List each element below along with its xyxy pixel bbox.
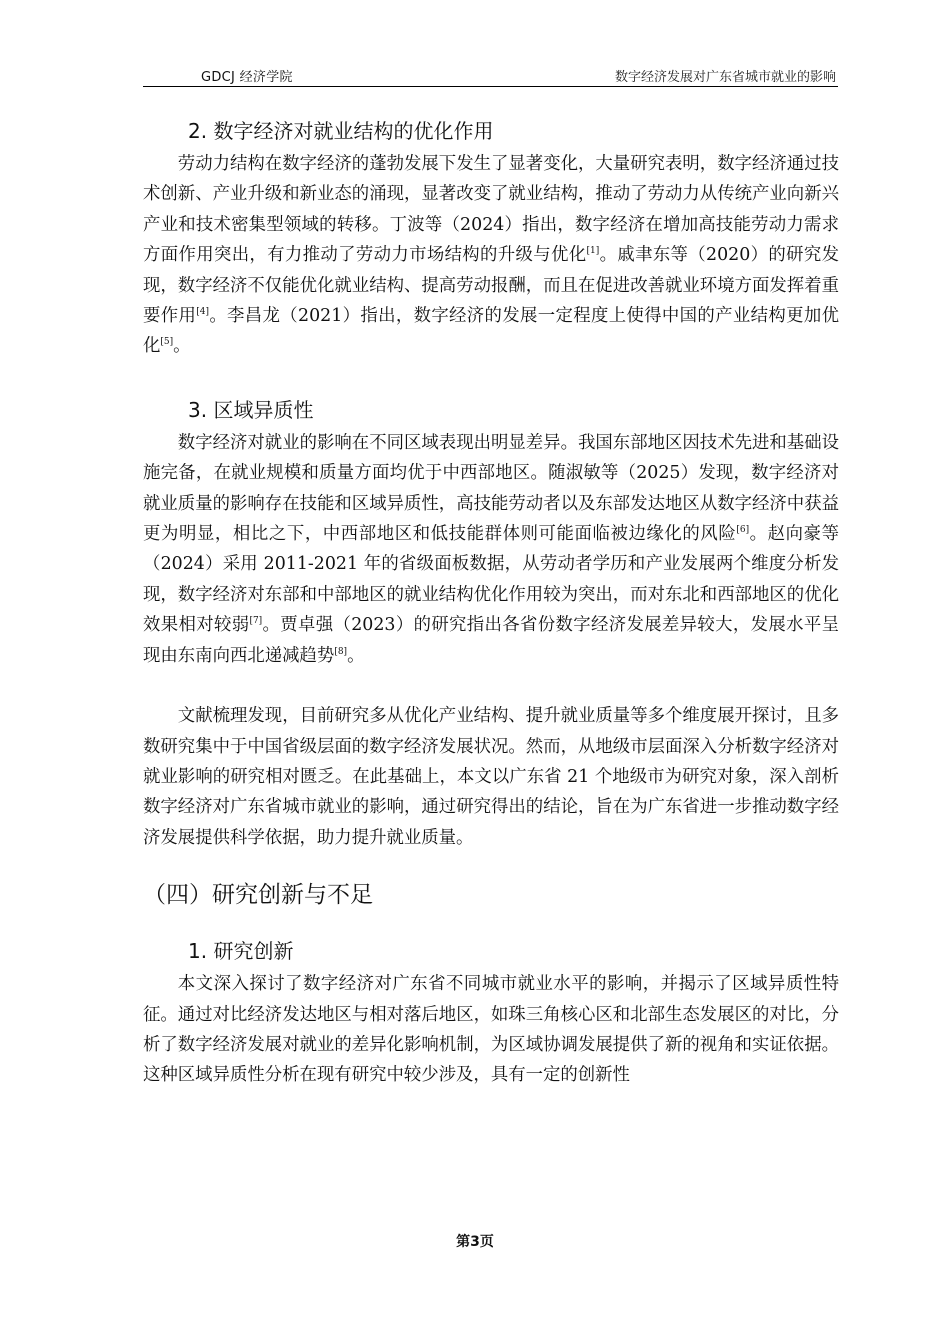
paragraph-literature-summary: 文献梳理发现，目前研究多从优化产业结构、提升就业质量等多个维度展开探讨，且多数研究集中于中国省级层面的数字经济发展状况。然而，从地级市层面深入分析数字经济对就业影响的研究相对匮乏。在此基础上，本文以广东省 21 个地级市为研究对象，深入剖析数字经济对广东省城市就业的影响，通过研究得出的结论，旨在为广东省进一步推动数字经济发展提供科学依据，助力提升就业质量。 [143,706,839,848]
citation-ref[interactable]: [5] [160,337,174,348]
spacer [143,671,839,701]
paragraph-text: 劳动力结构在数字经济的蓬勃发展下发生了显著变化，大量研究表明，数字经济通过技术创新、产业升级和新业态的涌现，显著改变了就业结构，推动了劳动力从传统产业向新兴产业和技术密集型领域的转移。丁波等（2024）指出，数字经济在增加高技能劳动力需求方面作用突出，有力推动了劳动力市场结构的升级与优化 [143,154,839,266]
paragraph-text: 。戚聿东等（2020）的研究发现，数字经济不仅能优化就业结构、提高劳动报酬，而且在促进改善就业环境方面发挥着重要作用 [143,245,839,327]
spacer [143,915,839,933]
citation-ref[interactable]: [7] [249,616,263,627]
section-heading-3: 3. 区域异质性 [188,397,314,422]
paragraph-employment-structure [143,149,839,362]
paragraph-text: 。 [173,336,191,357]
citation-ref[interactable]: [8] [334,646,348,657]
page-number: 第3页 [456,1234,494,1250]
paragraph-text: 数字经济对就业的影响在不同区域表现出明显差异。我国东部地区因技术先进和基础设施完备，在就业规模和质量方面均优于中西部地区。随淑敏等（2025）发现，数字经济对就业质量的影响存在技能和区域异质性，高技能劳动者以及东部发达地区从数字经济中获益更为明显，相比之下，中西部地区和低技能群体则可能面临被边缘化的风险 [143,432,839,545]
paragraph-text: 。赵向豪等（2024）采用 2011-2021 年的省级面板数据，从劳动者学历和产业发展两个维度分析发现，数字经济对东部和中部地区的就业结构优化作用较为突出，而对东北和西部地区的优化效果相对较弱 [143,524,839,636]
subsection-heading-innovation: 1. 研究创新 [188,939,294,964]
citation-ref[interactable]: [4] [196,307,209,318]
part-heading-4: （四）研究创新与不足 [143,882,373,909]
page-header [143,62,838,87]
header-paper-title: 数字经济发展对广东省城市就业的影响 [614,70,836,85]
section-heading-2: 2. 数字经济对就业结构的优化作用 [188,119,494,143]
paragraph-innovation: 本文深入探讨了数字经济对广东省不同城市就业水平的影响，并揭示了区域异质性特征。通过对比经济发达地区与相对落后地区，如珠三角核心区和北部生态发展区的对比，分析了数字经济发展对就业的差异化影响机制，为区域协调发展提供了新的视角和实证依据。这种区域异质性分析在现有研究中较少涉及，具有一定的创新性 [143,974,839,1086]
header-institution: GDCJ 经济学院 [201,70,293,85]
paragraph-text: 。李昌龙（2021）指出，数字经济的发展一定程度上使得中国的产业结构更加优化 [143,306,839,357]
spacer [143,362,839,392]
paragraph-regional-heterogeneity [143,428,839,671]
paragraph-text: 。 [347,645,365,666]
spacer [143,853,839,875]
page-body [143,113,839,1091]
citation-ref[interactable]: [6] [736,525,750,536]
paragraph-text: 。贾卓强（2023）的研究指出各省份数字经济发展差异较大，发展水平呈现由东南向西北递减趋势 [143,615,839,666]
citation-ref[interactable]: [1] [586,246,600,257]
